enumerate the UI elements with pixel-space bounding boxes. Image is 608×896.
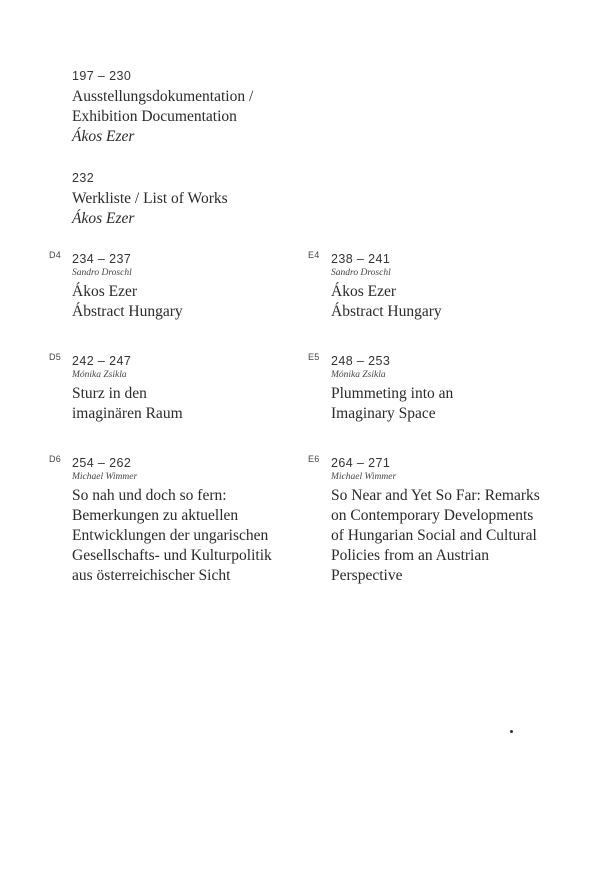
title-line: aus österreichischer Sicht bbox=[72, 567, 231, 584]
entry-title bbox=[331, 486, 540, 586]
title-line: Werkliste / List of Works bbox=[72, 190, 228, 207]
section-code: E4 bbox=[308, 250, 320, 260]
toc-entry-d5 bbox=[72, 353, 183, 424]
entry-title bbox=[72, 282, 183, 322]
page-range: 234 – 237 bbox=[72, 252, 132, 266]
section-code: E6 bbox=[308, 454, 320, 464]
title-line: Imaginary Space bbox=[331, 405, 436, 422]
entry-title bbox=[72, 384, 183, 424]
toc-entry-d4 bbox=[72, 251, 183, 322]
title-line: Policies from an Austrian bbox=[331, 547, 489, 564]
section-code: E5 bbox=[308, 352, 320, 362]
title-line: Gesellschafts- und Kulturpolitik bbox=[72, 547, 272, 564]
page-range: 238 – 241 bbox=[331, 252, 391, 266]
toc-entry-e4 bbox=[331, 251, 442, 322]
entry-author: Ákos Ezer bbox=[72, 210, 135, 227]
page-range: 242 – 247 bbox=[72, 354, 132, 368]
entry-title bbox=[72, 87, 253, 127]
title-line: Exhibition Documentation bbox=[72, 108, 237, 125]
entry-author: Sandro Droschl bbox=[72, 268, 132, 278]
title-line: Bemerkungen zu aktuellen bbox=[72, 507, 239, 524]
title-line: Ausstellungsdokumentation / bbox=[72, 88, 254, 105]
title-line: Ákos Ezer bbox=[331, 283, 396, 300]
entry-author: Mónika Zsikla bbox=[331, 370, 386, 380]
entry-author: Michael Wimmer bbox=[331, 472, 397, 482]
title-line: on Contemporary Developments bbox=[331, 507, 534, 524]
section-code: D5 bbox=[49, 352, 62, 362]
page-range: 232 bbox=[72, 171, 95, 185]
page-range: 248 – 253 bbox=[331, 354, 391, 368]
title-line: Entwicklungen der ungarischen bbox=[72, 527, 269, 544]
entry-author: Michael Wimmer bbox=[72, 472, 138, 482]
section-code: D6 bbox=[49, 454, 62, 464]
entry-title bbox=[331, 282, 442, 322]
entry-author: Mónika Zsikla bbox=[72, 370, 127, 380]
toc-entry-list-of-works bbox=[72, 170, 228, 229]
toc-entry-e6 bbox=[331, 455, 540, 586]
entry-title bbox=[331, 384, 453, 424]
title-line: Perspective bbox=[331, 567, 403, 584]
page-range: 254 – 262 bbox=[72, 456, 132, 470]
entry-title bbox=[72, 486, 272, 586]
page-range: 264 – 271 bbox=[331, 456, 391, 470]
toc-entry-exhibition-documentation bbox=[72, 68, 253, 147]
title-line: Ábstract Hungary bbox=[331, 303, 442, 320]
toc-entry-e5 bbox=[331, 353, 453, 424]
title-line: Ákos Ezer bbox=[72, 283, 137, 300]
title-line: Ábstract Hungary bbox=[72, 303, 183, 320]
entry-title bbox=[72, 189, 228, 209]
page-range: 197 – 230 bbox=[72, 69, 132, 83]
entry-author: Sandro Droschl bbox=[331, 268, 391, 278]
title-line: So nah und doch so fern: bbox=[72, 487, 227, 504]
title-line: Plummeting into an bbox=[331, 385, 454, 402]
title-line: imaginären Raum bbox=[72, 405, 183, 422]
title-line: So Near and Yet So Far: Remarks bbox=[331, 487, 540, 504]
toc-entry-d6 bbox=[72, 455, 272, 586]
title-line: of Hungarian Social and Cultural bbox=[331, 527, 537, 544]
entry-author: Ákos Ezer bbox=[72, 128, 135, 145]
title-line: Sturz in den bbox=[72, 385, 147, 402]
section-code: D4 bbox=[49, 250, 62, 260]
page-mark-dot bbox=[510, 730, 513, 733]
